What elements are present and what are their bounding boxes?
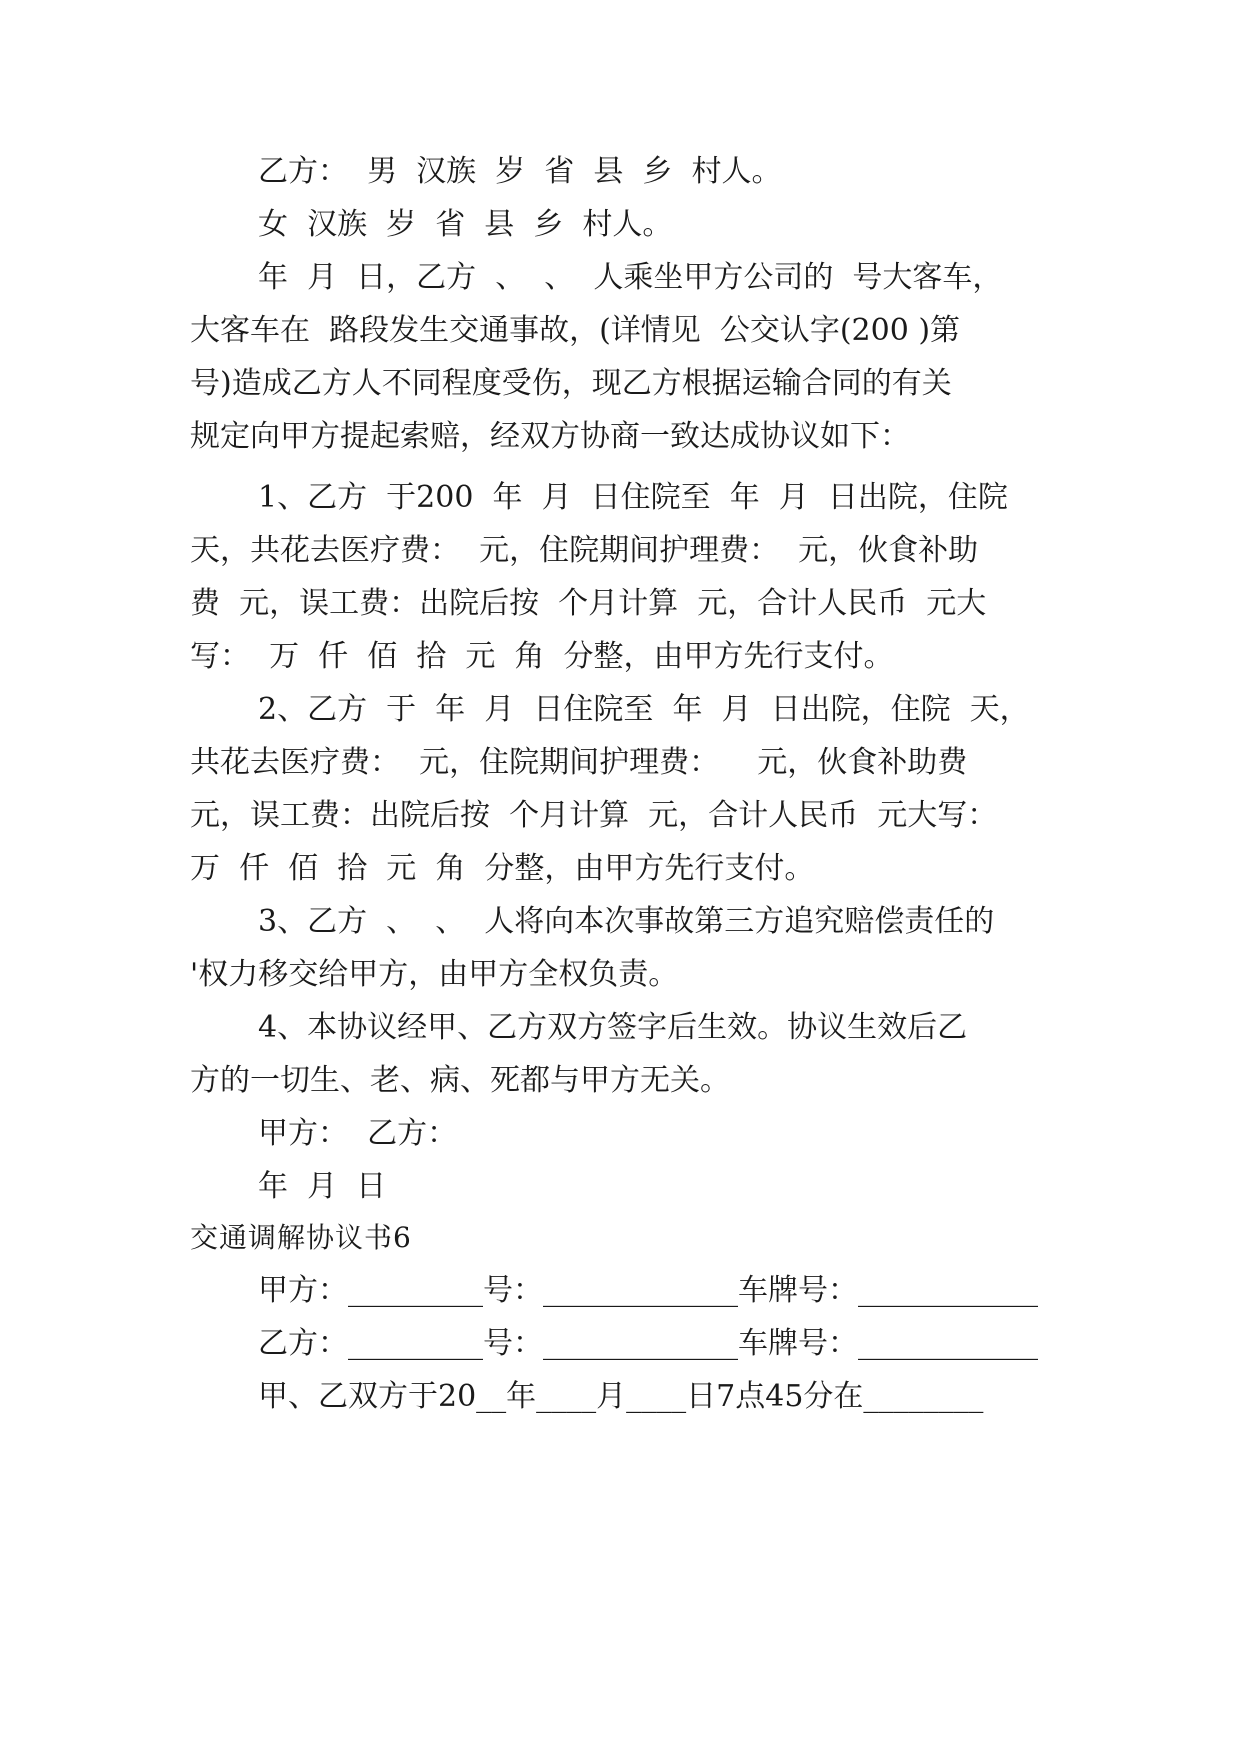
text-line-2: 女 汉族 岁 省 县 乡 村人。 — [258, 207, 673, 242]
text-line-8: 天，共花去医疗费： 元，住院期间护理费： 元，伙食补助 — [190, 533, 979, 568]
signature-line: 甲方： 乙方： — [258, 1116, 458, 1151]
text-line-9: 费 元，误工费：出院后按 个月计算 元，合计人民币 元大 — [190, 586, 987, 621]
text-line-17: 4、本协议经甲、乙方双方签字后生效。协议生效后乙 — [258, 1010, 968, 1045]
text-line-12: 共花去医疗费： 元，住院期间护理费： 元，伙食补助费 — [190, 745, 968, 780]
text-line-1: 乙方： 男 汉族 岁 省 县 乡 村人。 — [258, 154, 782, 189]
text-line-11: 2、乙方 于 年 月 日住院至 年 月 日出院，住院 天， — [258, 692, 1030, 727]
accident-time-line: 甲、乙双方于20__年____月____日7点45分在________ — [258, 1379, 984, 1414]
text-line-14: 万 仟 佰 拾 元 角 分整，由甲方先行支付。 — [190, 851, 815, 886]
text-line-6: 规定向甲方提起索赔，经双方协商一致达成协议如下： — [190, 419, 910, 454]
party-a-line: 甲方：_________号：_____________车牌号：____________ — [258, 1273, 1038, 1308]
text-line-16: '权力移交给甲方，由甲方全权负责。 — [190, 957, 679, 992]
party-b-line: 乙方：_________号：_____________车牌号：____________ — [258, 1326, 1038, 1361]
text-line-3: 年 月 日，乙方 、 、 人乘坐甲方公司的 号大客车， — [258, 260, 1003, 295]
text-line-13: 元，误工费：出院后按 个月计算 元，合计人民币 元大写： — [190, 798, 998, 833]
text-line-15: 3、乙方 、 、 人将向本次事故第三方追究赔偿责任的 — [258, 904, 995, 939]
text-line-7: 1、乙方 于200 年 月 日住院至 年 月 日出院，住院 — [258, 480, 1008, 515]
text-line-4: 大客车在 路段发生交通事故，(详情见 公交认字(200 )第 — [190, 313, 961, 348]
text-line-10: 写： 万 仟 佰 拾 元 角 分整，由甲方先行支付。 — [190, 639, 894, 674]
section-title: 交通调解协议书6 — [190, 1221, 412, 1254]
date-line: 年 月 日 — [258, 1169, 387, 1204]
text-line-5: 号)造成乙方人不同程度受伤，现乙方根据运输合同的有关 — [190, 366, 952, 401]
text-line-18: 方的一切生、老、病、死都与甲方无关。 — [190, 1063, 730, 1098]
